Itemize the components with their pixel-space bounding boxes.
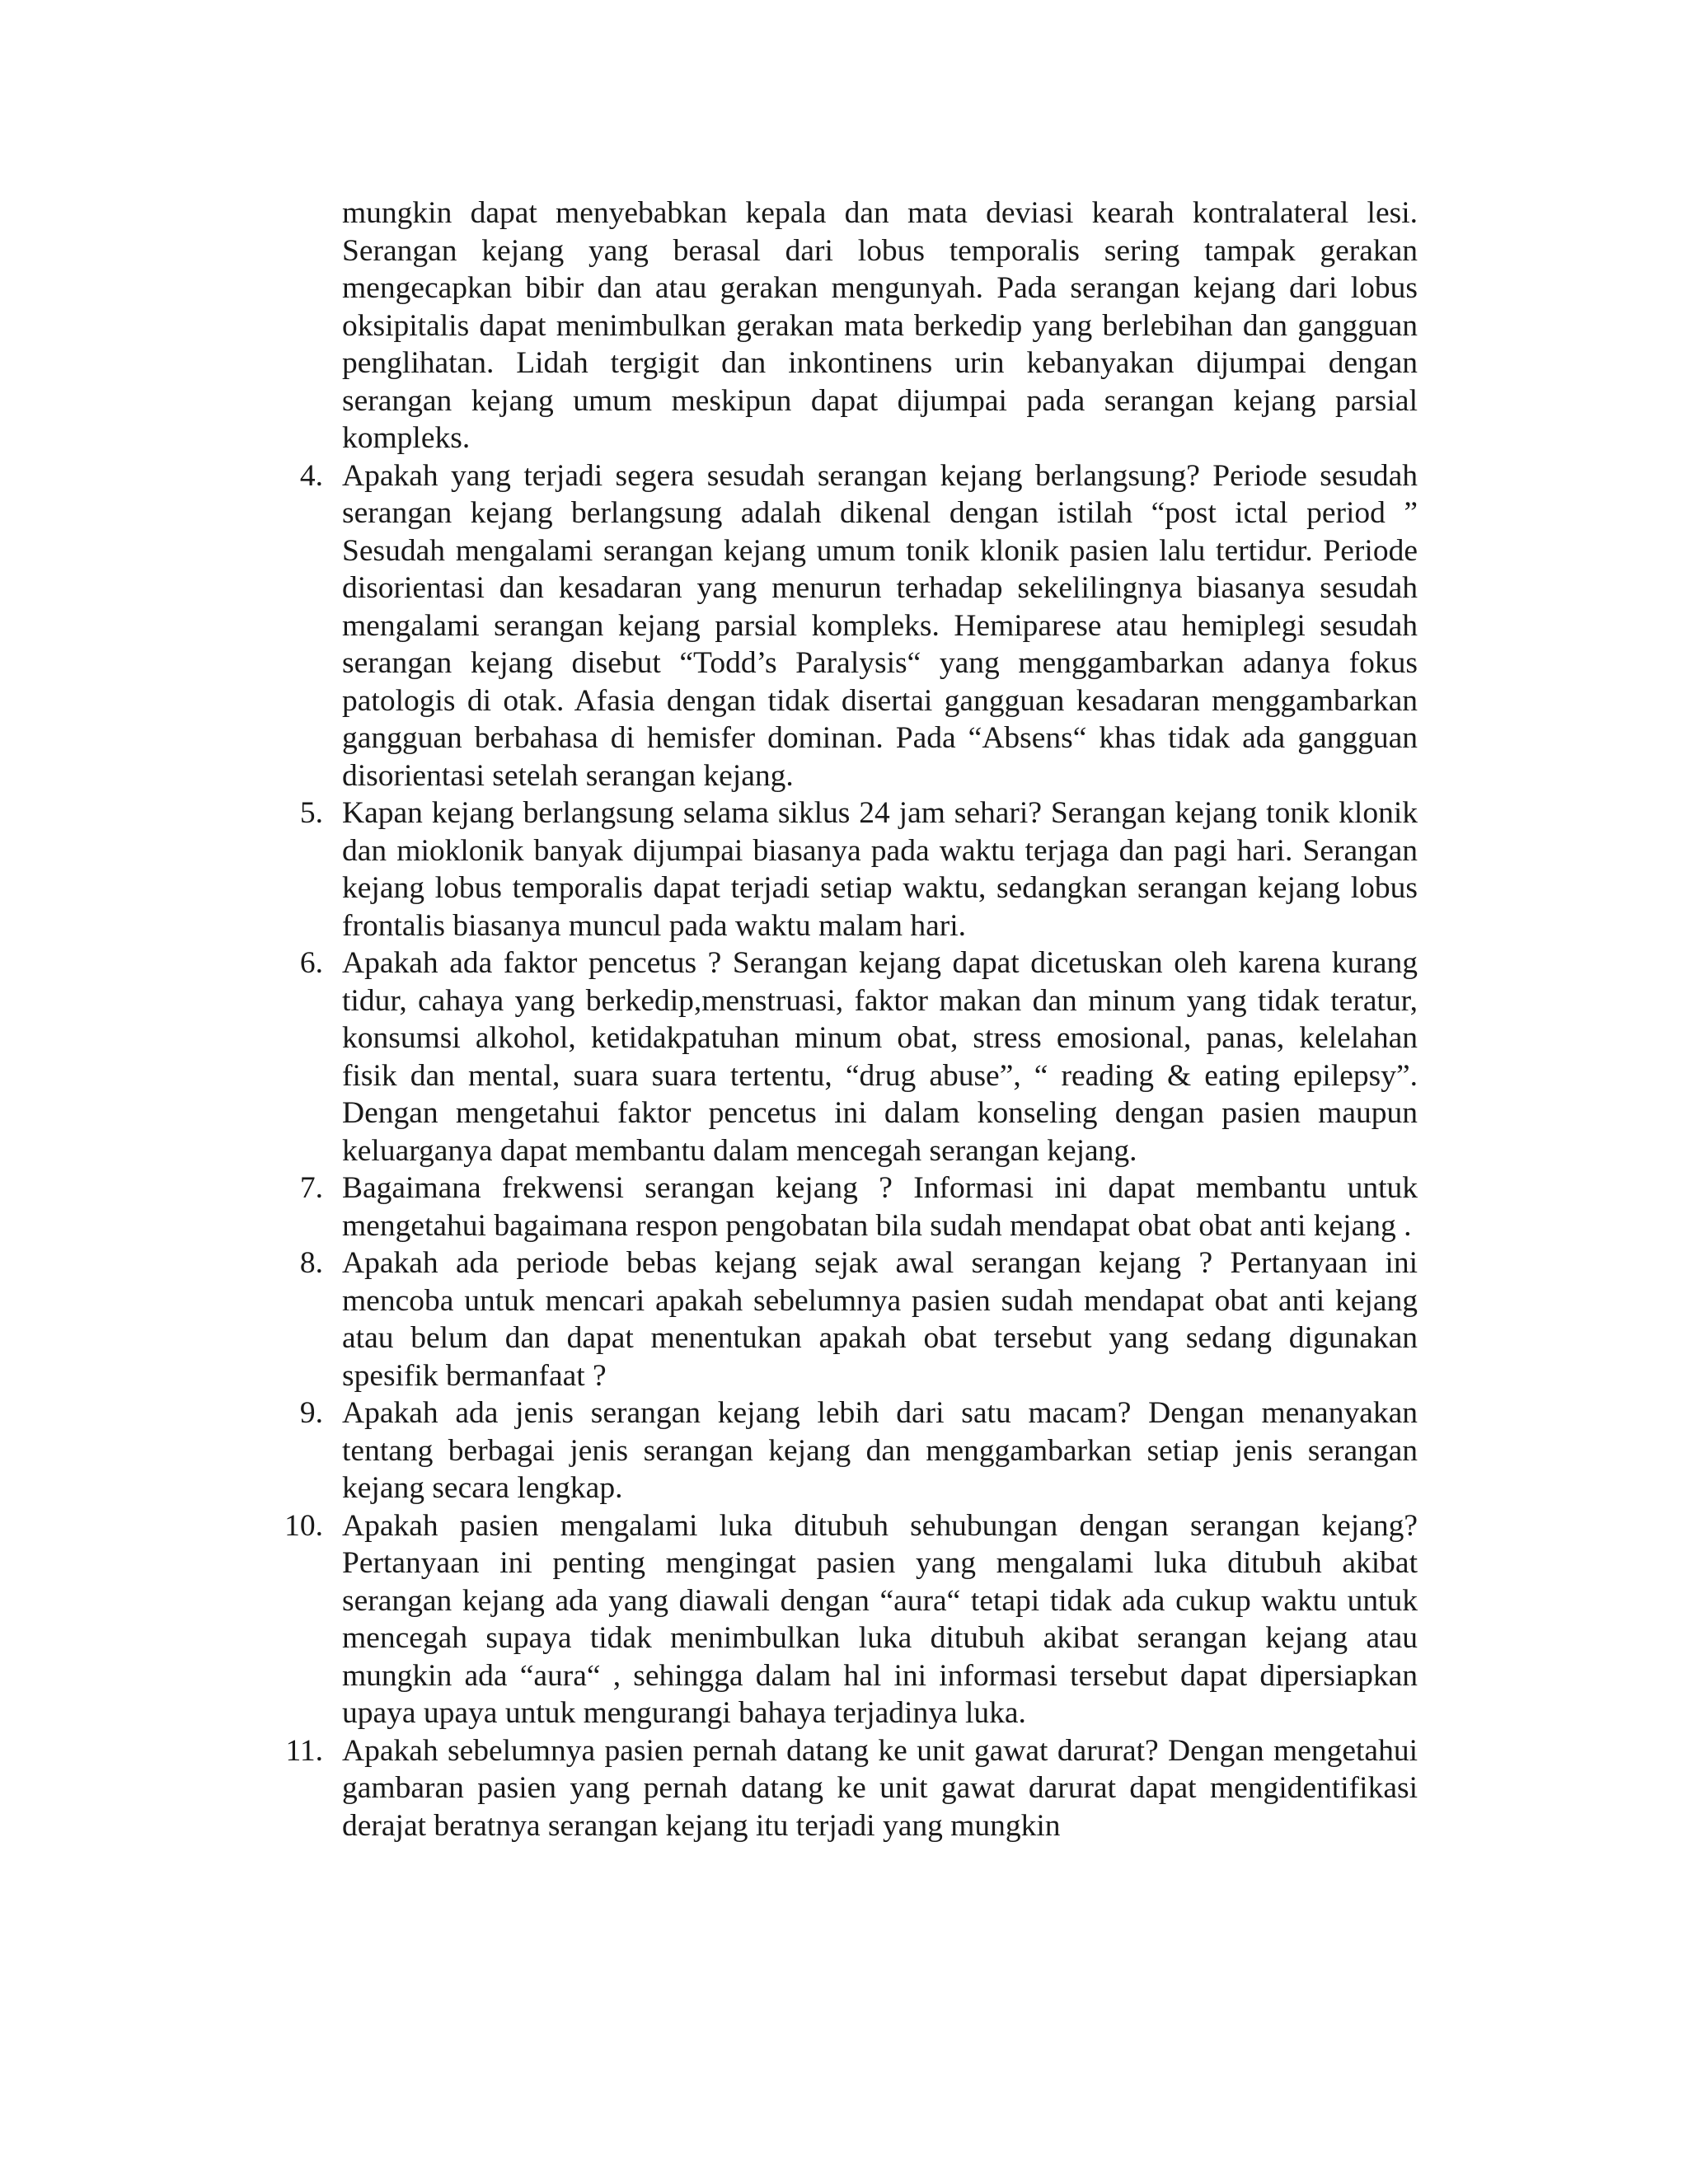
list-item-number: 6. (299, 946, 323, 980)
list-item-11 (285, 1732, 1418, 1845)
list-item-text: Apakah yang terjadi segera sesudah serangan kejang berlangsung? Periode sesudah serangan kejang berlangsung adalah dikenal dengan istilah “post ictal period ” Sesudah mengalami serangan kejang umum tonik klonik pasien lalu tertidur. Periode disorientasi dan kesadaran yang menurun terhadap sekelilingnya biasanya sesudah mengalami serangan kejang parsial kompleks. Hemiparese atau hemiplegi sesudah serangan kejang disebut “Todd’s Paralysis“ yang menggambarkan adanya fokus patologis di otak. Afasia dengan tidak disertai gangguan kesadaran menggambarkan gangguan berbahasa di hemisfer dominan. Pada “Absens“ khas tidak ada gangguan disorientasi setelah serangan kejang. (342, 458, 1418, 793)
document-body (284, 194, 1418, 1844)
list-item-text: Apakah ada faktor pencetus ? Serangan kejang dapat dicetuskan oleh karena kurang tidur, cahaya yang berkedip,menstruasi, faktor makan dan minum yang tidak teratur, konsumsi alkohol, ketidakpatuhan minum obat, stress emosional, panas, kelelahan fisik dan mental, suara suara tertentu, “drug abuse”, “ reading & eating epilepsy”. Dengan mengetahui faktor pencetus ini dalam konseling dengan pasien maupun keluarganya dapat membantu dalam mencegah serangan kejang. (342, 946, 1418, 1168)
continuation-paragraph: mungkin dapat menyebabkan kepala dan mata deviasi kearah kontralateral lesi. Serangan kejang yang berasal dari lobus temporalis sering tampak gerakan mengecapkan bibir dan atau gerakan mengunyah. Pada serangan kejang dari lobus oksipitalis dapat menimbulkan gerakan mata berkedip yang berlebihan dan gangguan penglihatan. Lidah tergigit dan inkontinens urin kebanyakan dijumpai dengan serangan kejang umum meskipun dapat dijumpai pada serangan kejang parsial kompleks. (342, 196, 1418, 455)
list-item-8 (299, 1244, 1418, 1394)
list-item-7 (299, 1169, 1418, 1244)
list-item-text: Apakah ada periode bebas kejang sejak awal serangan kejang ? Pertanyaan ini mencoba untuk mencari apakah sebelumnya pasien sudah mendapat obat anti kejang atau belum dan dapat menentukan apakah obat tersebut yang sedang digunakan spesifik bermanfaat ? (342, 1246, 1418, 1393)
list-item-text: Kapan kejang berlangsung selama siklus 24 jam sehari? Serangan kejang tonik klonik dan mioklonik banyak dijumpai biasanya pada waktu terjaga dan pagi hari. Serangan kejang lobus temporalis dapat terjadi setiap waktu, sedangkan serangan kejang lobus frontalis biasanya muncul pada waktu malam hari. (342, 796, 1418, 943)
list-item-6 (299, 944, 1418, 1169)
list-item-text: Apakah ada jenis serangan kejang lebih dari satu macam? Dengan menanyakan tentang berbagai jenis serangan kejang dan menggambarkan setiap jenis serangan kejang secara lengkap. (342, 1396, 1418, 1505)
list-item-text: Bagaimana frekwensi serangan kejang ? Informasi ini dapat membantu untuk mengetahui bagaimana respon pengobatan bila sudah mendapat obat obat anti kejang . (342, 1171, 1418, 1243)
list-item-number: 5. (299, 796, 323, 830)
list-item-number: 11. (285, 1733, 323, 1768)
list-item-number: 10. (284, 1508, 323, 1543)
list-item-text: Apakah pasien mengalami luka ditubuh sehubungan dengan serangan kejang? Pertanyaan ini penting mengingat pasien yang mengalami luka ditubuh akibat serangan kejang ada yang diawali dengan “aura“ tetapi tidak ada cukup waktu untuk mencegah supaya tidak menimbulkan luka ditubuh akibat serangan kejang atau mungkin ada “aura“ , sehingga dalam hal ini informasi tersebut dapat dipersiapkan upaya upaya untuk mengurangi bahaya terjadinya luka. (342, 1508, 1418, 1730)
list-item-5 (299, 794, 1418, 944)
list-item-10 (284, 1507, 1418, 1732)
list-item-number: 9. (299, 1396, 323, 1430)
list-item-number: 4. (299, 458, 323, 493)
list-item-4 (299, 457, 1418, 795)
list-item-text: Apakah sebelumnya pasien pernah datang ke unit gawat darurat? Dengan mengetahui gambaran pasien yang pernah datang ke unit gawat darurat dapat mengidentifikasi derajat beratnya serangan kejang itu terjadi yang mungkin (342, 1733, 1418, 1843)
list-item-9 (299, 1394, 1418, 1507)
numbered-question-list (284, 457, 1418, 1845)
list-item-number: 8. (299, 1246, 323, 1280)
list-item-number: 7. (299, 1171, 323, 1205)
